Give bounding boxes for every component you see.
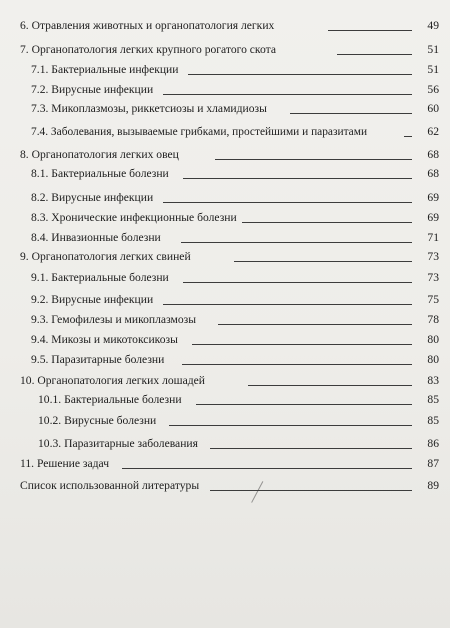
toc-entry[interactable] (0, 164, 450, 184)
toc-entry[interactable] (0, 188, 450, 208)
toc-leader (328, 30, 412, 31)
toc-leader (234, 261, 412, 262)
toc-leader (169, 425, 412, 426)
toc-page-number: 80 (427, 353, 439, 366)
toc-page-number: 71 (427, 231, 439, 244)
toc-page-number: 85 (427, 414, 439, 427)
toc-entry[interactable] (0, 411, 450, 431)
toc-page-number: 60 (427, 102, 439, 115)
toc-page-number: 86 (427, 437, 439, 450)
toc-entry[interactable] (0, 310, 450, 330)
toc-entry-label: 8.2. Вирусные инфекции (31, 191, 154, 204)
toc-leader (210, 448, 412, 449)
toc-entry-label: 9.1. Бактериальные болезни (31, 271, 169, 284)
toc-leader (215, 159, 412, 160)
toc-page-number: 68 (427, 167, 439, 180)
toc-page-number: 68 (427, 148, 439, 161)
toc-entry-label: 9.3. Гемофилезы и микоплазмозы (31, 313, 196, 326)
toc-entry-label: 7. Органопатология легких крупного рогатого скота (20, 43, 276, 56)
toc-leader (182, 364, 412, 365)
toc-leader (210, 490, 412, 491)
toc-page-number: 69 (427, 211, 439, 224)
toc-leader (181, 242, 412, 243)
toc-entry[interactable] (0, 145, 450, 165)
toc-entry[interactable] (0, 390, 450, 410)
toc-entry[interactable] (0, 476, 450, 496)
toc-page-number: 73 (427, 250, 439, 263)
toc-entry[interactable] (0, 290, 450, 310)
toc-leader (337, 54, 412, 55)
toc-entry-label: 9.5. Паразитарные болезни (31, 353, 165, 366)
toc-entry-label: 6. Отравления животных и органопатология легких (20, 19, 275, 32)
toc-entry-label: 7.4. Заболевания, вызываемые грибками, простейшими и паразитами (31, 126, 368, 138)
toc-leader (404, 136, 412, 137)
toc-entry-label: 8. Органопатология легких овец (20, 148, 179, 161)
toc-leader (183, 282, 412, 283)
toc-entry[interactable] (0, 454, 450, 474)
toc-entry-label: 8.4. Инвазионные болезни (31, 231, 161, 244)
toc-page-number: 51 (427, 43, 439, 56)
toc-leader (163, 304, 412, 305)
toc-entry[interactable] (0, 350, 450, 370)
toc-leader (163, 94, 412, 95)
toc-entry-label: 9.4. Микозы и микотоксикозы (31, 333, 178, 346)
toc-entry-label: 10. Органопатология легких лошадей (20, 374, 205, 387)
toc-entry-label: 7.3. Микоплазмозы, риккетсиозы и хламидиозы (31, 102, 267, 115)
toc-page-number: 75 (427, 293, 439, 306)
toc-leader (248, 385, 412, 386)
toc-entry-label: Список использованной литературы (20, 479, 200, 492)
toc-entry-label: 7.2. Вирусные инфекции (31, 83, 154, 96)
toc-entry-label: 10.2. Вирусные болезни (38, 414, 157, 427)
toc-entry-label: 10.1. Бактериальные болезни (38, 393, 182, 406)
toc-entry[interactable] (0, 80, 450, 100)
toc-page-number: 87 (427, 457, 439, 470)
toc-page-number: 51 (427, 63, 439, 76)
toc-page-number: 80 (427, 333, 439, 346)
toc-entry[interactable] (0, 268, 450, 288)
toc-entry-label: 9. Органопатология легких свиней (20, 250, 191, 263)
toc-leader (188, 74, 412, 75)
toc-entry-label: 11. Решение задач (20, 457, 110, 470)
toc-page-number: 73 (427, 271, 439, 284)
toc-page-number: 89 (427, 479, 439, 492)
toc-page-number: 49 (427, 19, 439, 32)
toc-entry-label: 8.1. Бактериальные болезни (31, 167, 169, 180)
toc-leader (122, 468, 412, 469)
toc-entry[interactable] (0, 330, 450, 350)
toc-entry[interactable] (0, 16, 450, 36)
toc-entry[interactable] (0, 40, 450, 60)
toc-page-number: 83 (427, 374, 439, 387)
toc-page-number: 69 (427, 191, 439, 204)
toc-page-number: 78 (427, 313, 439, 326)
toc-leader (196, 404, 412, 405)
toc-entry[interactable] (0, 99, 450, 119)
toc-leader (242, 222, 412, 223)
toc-entry-label: 8.3. Хронические инфекционные болезни (31, 211, 237, 224)
toc-entry[interactable] (0, 228, 450, 248)
toc-leader (192, 344, 412, 345)
toc-leader (163, 202, 412, 203)
toc-entry[interactable] (0, 247, 450, 267)
toc-leader (183, 178, 412, 179)
toc-page-number: 85 (427, 393, 439, 406)
toc-entry[interactable] (0, 434, 450, 454)
toc-entry[interactable] (0, 371, 450, 391)
toc-entry-label: 7.1. Бактериальные инфекции (31, 63, 179, 76)
toc-entry-label: 10.3. Паразитарные заболевания (38, 437, 198, 450)
toc-entry[interactable] (0, 60, 450, 80)
toc-entry[interactable] (0, 122, 450, 142)
toc-entry-label: 9.2. Вирусные инфекции (31, 293, 154, 306)
toc-leader (290, 113, 412, 114)
toc-page-number: 62 (427, 125, 439, 138)
toc-page-number: 56 (427, 83, 439, 96)
toc-leader (218, 324, 412, 325)
toc-entry[interactable] (0, 208, 450, 228)
